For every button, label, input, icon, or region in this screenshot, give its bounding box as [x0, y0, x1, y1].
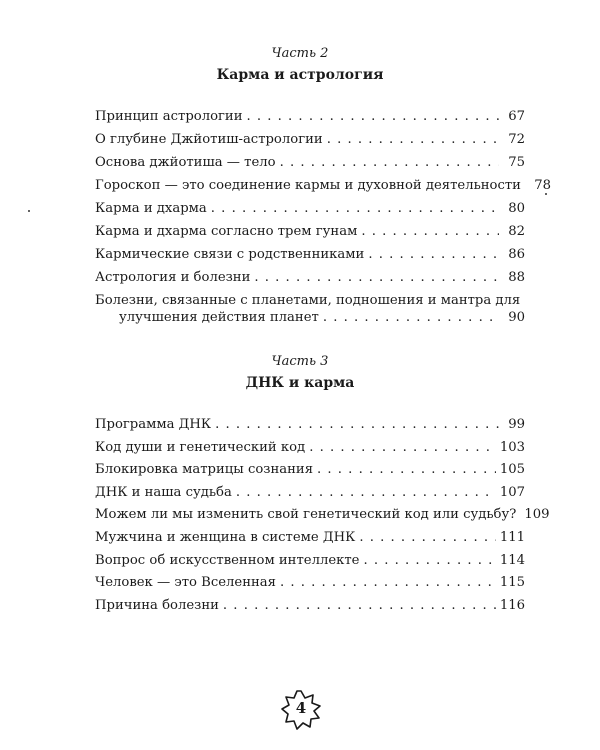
toc-entry-page: 105: [499, 462, 525, 478]
toc-entry-title: Блокировка матрицы сознания: [95, 462, 314, 478]
toc-entry-page: 75: [508, 155, 525, 170]
toc-entry-page: 82: [508, 224, 525, 239]
toc-entry-title: Астрология и болезни: [95, 270, 251, 285]
toc-entry: [95, 461, 525, 478]
toc-entry: [95, 552, 525, 569]
toc-entry-continuation: [95, 309, 525, 326]
dot-leader: [323, 309, 499, 326]
toc-entry-page: 109: [524, 507, 550, 523]
part2-label: Часть 2: [271, 46, 329, 61]
dot-leader: [359, 529, 496, 546]
toc-entry: [95, 597, 525, 614]
toc-entry: [95, 574, 525, 591]
toc-entry-title: Гороскоп — это соединение кармы и духовной деятельности: [95, 178, 521, 193]
dot-leader: [280, 574, 496, 591]
part3-toc-list: [95, 416, 550, 619]
page-number: 4: [295, 699, 307, 717]
stray-mark: [545, 193, 547, 195]
page-number-badge: [281, 690, 321, 730]
toc-entry: [95, 484, 525, 501]
stray-mark: [28, 210, 30, 212]
toc-entry-page: 88: [508, 270, 525, 285]
toc-entry-title: Карма и дхарма согласно трем гунам: [95, 224, 358, 239]
toc-entry: [95, 269, 525, 286]
toc-entry-page: 80: [508, 201, 525, 216]
dot-leader: [215, 416, 499, 433]
toc-entry: [95, 292, 525, 326]
dot-leader: [327, 131, 499, 148]
dot-leader: [236, 484, 496, 501]
toc-entry-page: 86: [508, 247, 525, 262]
toc-entry-page: 99: [508, 417, 525, 432]
dot-leader: [317, 461, 496, 478]
toc-entry: [95, 246, 525, 263]
dot-leader: [254, 269, 499, 286]
toc-entry: [95, 131, 525, 148]
toc-entry-title: Мужчина и женщина в системе ДНК: [95, 529, 356, 545]
toc-entry-page: 107: [499, 484, 525, 500]
toc-entry-title: Человек — это Вселенная: [95, 575, 276, 591]
toc-entry-page: 72: [508, 132, 525, 147]
toc-entry-page: 111: [499, 529, 525, 545]
dot-leader: [363, 552, 495, 569]
toc-entry-page: 116: [499, 597, 525, 613]
toc-entry-page: 78: [534, 178, 551, 193]
toc-entry-title: ДНК и наша судьба: [95, 484, 232, 500]
toc-entry-page: 103: [499, 439, 525, 455]
toc-entry-page: 90: [508, 310, 525, 325]
toc-entry-title: О глубине Джйотиш-астрологии: [95, 132, 323, 147]
dot-leader: [280, 154, 499, 171]
dot-leader: [309, 439, 496, 456]
part2-toc-list: [95, 108, 551, 332]
toc-entry-page: 115: [499, 575, 525, 591]
toc-entry-title: Код души и генетический код: [95, 439, 306, 455]
dot-leader: [223, 597, 496, 614]
toc-entry-page: 114: [499, 552, 525, 568]
toc-entry: [95, 154, 525, 171]
toc-entry: [95, 200, 525, 217]
toc-entry: [95, 108, 525, 125]
toc-entry-title: Можем ли мы изменить свой генетический код или судьбу?: [95, 507, 517, 523]
toc-entry-title: Программа ДНК: [95, 417, 212, 432]
toc-entry: [95, 223, 525, 240]
toc-entry-page: 67: [508, 109, 525, 124]
toc-entry-title: Кармические связи с родственниками: [95, 247, 365, 262]
toc-entry: [95, 439, 525, 456]
toc-entry-title: Болезни, связанные с планетами, подношения и мантра для: [95, 293, 521, 308]
part3-title: ДНК и карма: [245, 375, 355, 391]
toc-entry-title: Карма и дхарма: [95, 201, 207, 216]
dot-leader: [211, 200, 499, 217]
toc-entry: [95, 506, 550, 523]
toc-entry-title: Причина болезни: [95, 597, 219, 613]
part2-title: Карма и астрология: [216, 67, 384, 83]
toc-entry-title-continued: улучшения действия планет: [119, 310, 319, 325]
toc-entry-title: Основа джйотиша — тело: [95, 155, 276, 170]
part3-label: Часть 3: [271, 354, 329, 369]
toc-entry: [95, 529, 525, 546]
dot-leader: [368, 246, 499, 263]
toc-entry-title: Вопрос об искусственном интеллекте: [95, 552, 360, 568]
dot-leader: [247, 108, 499, 125]
dot-leader: [361, 223, 499, 240]
toc-entry: [95, 416, 525, 433]
toc-entry: [95, 177, 551, 194]
toc-entry-title: Принцип астрологии: [95, 109, 243, 124]
